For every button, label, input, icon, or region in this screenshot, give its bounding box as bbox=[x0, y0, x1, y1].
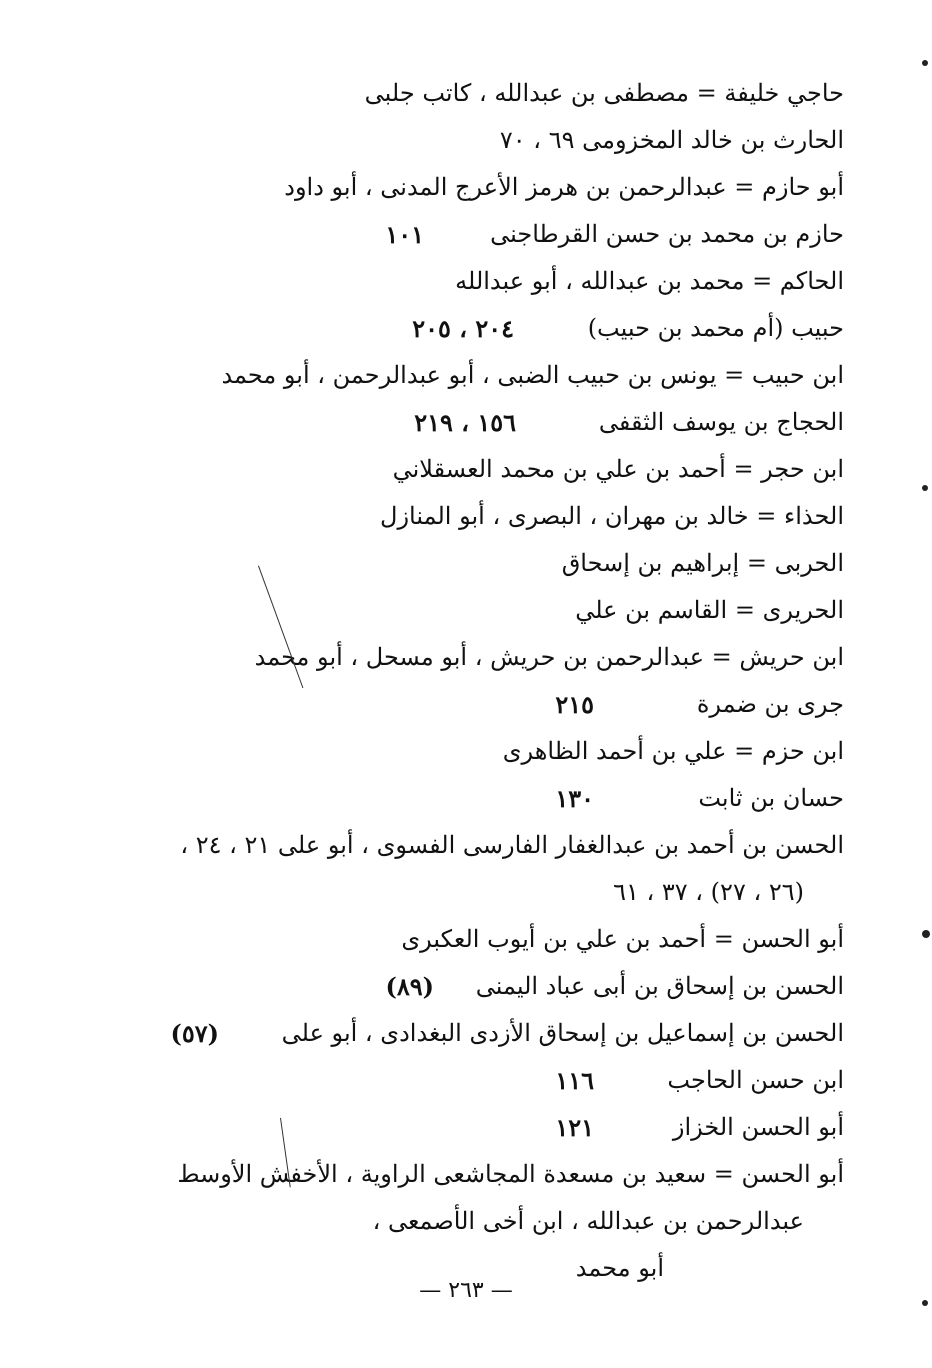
entry-text: الحربى = إبراهيم بن إسحاق bbox=[561, 549, 844, 577]
entry-text: ابن حريش = عبدالرحمن بن حريش ، أبو مسحل ، أبو محمد bbox=[254, 643, 844, 671]
entry-text: ابن حسن الحاجب bbox=[667, 1066, 844, 1094]
index-entry bbox=[144, 446, 844, 493]
index-entry bbox=[144, 963, 844, 1010]
entry-pages: ١٢١ bbox=[555, 1113, 594, 1142]
index-entry bbox=[144, 822, 844, 869]
entry-text: (٢٦ ، ٢٧) ، ٣٧ ، ٦١ bbox=[613, 878, 804, 906]
index-entry bbox=[144, 305, 844, 352]
entry-text: الحسن بن أحمد بن عبدالغفار الفارسى الفسوى ، أبو على ٢١ ، ٢٤ ، bbox=[180, 831, 844, 859]
entry-text: حاجي خليفة = مصطفى بن عبدالله ، كاتب جلبى bbox=[364, 79, 844, 107]
entry-text: أبو محمد bbox=[575, 1254, 664, 1282]
entry-pages: ٢١٥ bbox=[555, 690, 594, 719]
index-entry bbox=[144, 164, 844, 211]
entry-pages: ١٣٠ bbox=[555, 784, 594, 813]
index-entry bbox=[144, 916, 844, 963]
entry-text: الحذاء = خالد بن مهران ، البصرى ، أبو المنازل bbox=[380, 502, 844, 530]
index-entry bbox=[144, 1010, 844, 1057]
index-entry bbox=[144, 728, 844, 775]
index-entry bbox=[144, 1104, 844, 1151]
entry-pages: ١٠١ bbox=[385, 220, 424, 249]
index-entry bbox=[144, 211, 844, 258]
index-entry bbox=[144, 1057, 844, 1104]
entry-pages: (٥٧) bbox=[170, 1019, 219, 1048]
entry-text: ابن حجر = أحمد بن علي بن محمد العسقلاني bbox=[392, 455, 844, 483]
entry-text: الحجاج بن يوسف الثقفى bbox=[598, 408, 844, 436]
index-entry-continuation bbox=[144, 869, 844, 916]
margin-mark bbox=[922, 930, 930, 938]
index-entry bbox=[144, 634, 844, 681]
index-entry bbox=[144, 681, 844, 728]
entry-text: الحريرى = القاسم بن علي bbox=[575, 596, 844, 624]
index-entry bbox=[144, 587, 844, 634]
entry-text: عبدالرحمن بن عبدالله ، ابن أخى الأصمعى ، bbox=[372, 1207, 804, 1235]
index-entry bbox=[144, 70, 844, 117]
entry-pages: ٢٠٤ ، ٢٠٥ bbox=[412, 314, 514, 343]
entry-text: أبو حازم = عبدالرحمن بن هرمز الأعرج المدنى ، أبو داود bbox=[284, 173, 844, 201]
entry-pages: ١٥٦ ، ٢١٩ bbox=[414, 408, 516, 437]
entry-text: حازم بن محمد بن حسن القرطاجنى bbox=[490, 220, 844, 248]
index-entry-continuation bbox=[144, 1198, 844, 1245]
entry-text: ابن حزم = علي بن أحمد الظاهرى bbox=[502, 737, 844, 765]
index-entry bbox=[144, 775, 844, 822]
entry-pages: ١١٦ bbox=[555, 1066, 594, 1095]
page-number: — ٢٦٣ — bbox=[419, 1278, 513, 1303]
entry-text: جرى بن ضمرة bbox=[696, 690, 844, 718]
entry-text: حبيب (أم محمد بن حبيب) bbox=[587, 314, 844, 342]
entry-text: ابن حبيب = يونس بن حبيب الضبى ، أبو عبدالرحمن ، أبو محمد bbox=[221, 361, 844, 389]
index-entry bbox=[144, 399, 844, 446]
entry-pages: (٨٩) bbox=[385, 972, 434, 1001]
entry-text: حسان بن ثابت bbox=[698, 784, 844, 812]
entry-text: أبو الحسن = سعيد بن مسعدة المجاشعى الراوية ، الأخفش الأوسط bbox=[177, 1160, 844, 1188]
margin-mark bbox=[922, 485, 928, 491]
index-entries bbox=[144, 70, 844, 1292]
entry-text: الحارث بن خالد المخزومى ٦٩ ، ٧٠ bbox=[499, 126, 844, 154]
entry-text: الحسن بن إسحاق بن أبى عباد اليمنى bbox=[475, 972, 844, 1000]
margin-mark bbox=[922, 1300, 928, 1306]
index-entry bbox=[144, 1151, 844, 1198]
entry-text: الحاكم = محمد بن عبدالله ، أبو عبدالله bbox=[455, 267, 844, 295]
index-entry bbox=[144, 493, 844, 540]
entry-text: أبو الحسن الخزاز bbox=[672, 1113, 844, 1141]
index-entry bbox=[144, 258, 844, 305]
index-entry bbox=[144, 352, 844, 399]
margin-mark bbox=[922, 60, 928, 66]
entry-text: أبو الحسن = أحمد بن علي بن أيوب العكبرى bbox=[401, 925, 844, 953]
index-entry bbox=[144, 117, 844, 164]
entry-text: الحسن بن إسماعيل بن إسحاق الأزدى البغدادى ، أبو على bbox=[281, 1019, 844, 1047]
index-entry bbox=[144, 540, 844, 587]
